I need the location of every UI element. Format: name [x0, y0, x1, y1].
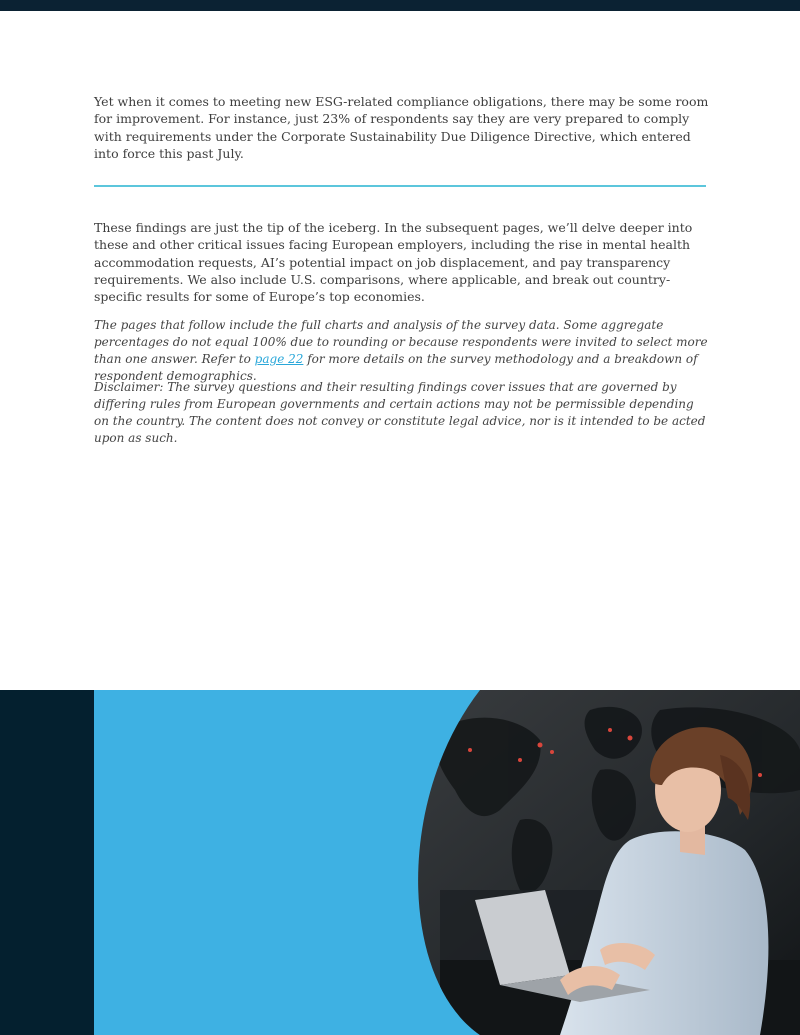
note-text-before: The pages that follow include the full charts and analysis of the survey data. Some aggregate percentages do not equal 100% due to rounding or because respondents were invited to select more than one answer. Refer to	[94, 318, 708, 366]
page-22-link[interactable]: page 22	[254, 352, 304, 366]
hero-banner	[0, 690, 800, 1035]
disclaimer-note: Disclaimer: The survey questions and their resulting findings cover issues that are governed by differing rules from European governments and certain actions may not be permissible depending on the country. The content does not convey or constitute legal advice, nor is it intended to be acted upon as such.	[94, 380, 706, 445]
section-divider	[94, 185, 706, 187]
findings-paragraph: These findings are just the tip of the iceberg. In the subsequent pages, we’ll delve deeper into these and other critical issues facing European employers, including the rise in mental health accommodation requests, AI’s potential impact on job displacement, and pay transparency requirements. We also include U.S. comparisons, where applicable, and break out country-specific results for some of Europe’s top economies.	[94, 220, 693, 305]
hero-photo-icon	[0, 690, 800, 1035]
note-text-after: for more details on the survey methodology and a breakdown of respondent demographics.	[94, 352, 698, 383]
methodology-note	[94, 317, 710, 385]
top-bar	[0, 0, 800, 11]
intro-paragraph: Yet when it comes to meeting new ESG-related compliance obligations, there may be some room for improvement. For instance, just 23% of respondents say they are very prepared to comply with requirements under the Corporate Sustainability Due Diligence Directive, which entered into force this past July.	[94, 94, 709, 161]
